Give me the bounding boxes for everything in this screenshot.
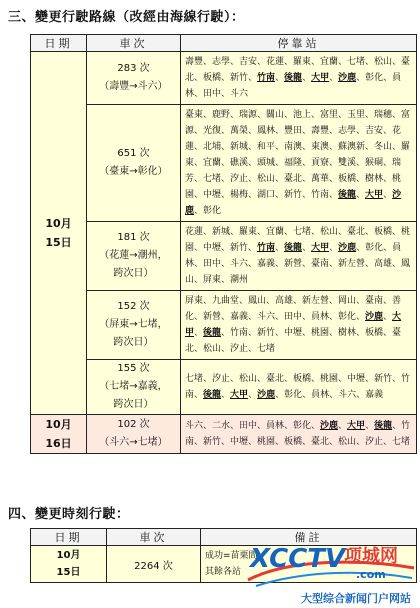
watermark-tagline: 大型综合新闻门户网站 [298, 590, 414, 606]
stops-text: 、彰化、員林、田中、斗六、嘉義、新營、臺南、新左營、高雄、鳳山、屏東、潮州 [185, 243, 411, 285]
train-cell [87, 52, 181, 105]
route-row [31, 52, 417, 105]
train-note: 跨次日） [113, 399, 154, 410]
highlighted-stop: 大甲 [311, 243, 330, 253]
stops-text: 七堵、汐止、松山、臺北、板橋、桃園、中壢、新竹、竹南、 [185, 374, 411, 400]
section-4-title: 四、變更時刻行駛： [8, 507, 130, 522]
train-cell [87, 105, 181, 222]
highlighted-stop: 沙鹿 [365, 312, 384, 322]
highlighted-stop: 後龍 [203, 328, 222, 338]
highlighted-stop: 沙鹿 [338, 243, 357, 253]
stops-text: 斗六、二水、田中、員林、彰化、 [185, 421, 321, 431]
highlighted-stop: 竹南 [257, 243, 276, 253]
highlighted-stop: 後龍 [338, 190, 357, 200]
date-day: 16日 [45, 437, 72, 450]
stops-text: 屏東、九曲堂、鳳山、高雄、新左營、岡山、臺南、善化、新營、嘉義、斗六、田中、員林、彰化、 [185, 296, 402, 322]
stops-text: 、彰化、員林、田中、斗六 [185, 73, 402, 99]
date-day: 15日 [45, 236, 72, 249]
train-cell [87, 291, 181, 360]
stops-text: 、 [365, 421, 375, 431]
train-train-no: 152 次 [117, 301, 150, 312]
route-table-body [31, 52, 417, 454]
stops-text: 、 [194, 328, 204, 338]
stops-cell [181, 105, 417, 222]
highlighted-stop: 沙鹿 [338, 73, 357, 83]
stops-text: 、 [275, 73, 285, 83]
t2-note-line-2: 其餘各站 [205, 567, 242, 577]
highlighted-stop: 沙鹿 [320, 421, 339, 431]
highlighted-stop: 大甲 [311, 73, 330, 83]
route-row [31, 105, 417, 222]
t2-header-date: 日期 [31, 529, 107, 546]
t2-train: 2264 次 [107, 546, 201, 583]
train-train-no: 181 次 [117, 232, 150, 243]
stops-text: 、 [383, 190, 393, 200]
t2-note-line-1: 成功=苗栗間 [205, 551, 258, 561]
header-stops: 停靠站 [181, 35, 417, 52]
train-route: （屏東→七堵， [99, 319, 168, 330]
t2-header-note: 備註 [201, 529, 417, 546]
stops-cell [181, 415, 417, 454]
t2-date-cell [31, 546, 107, 583]
train-cell [87, 415, 181, 454]
header-train: 車次 [87, 35, 181, 52]
train-train-no: 102 次 [117, 419, 150, 430]
stops-cell [181, 52, 417, 105]
train-train-no: 651 次 [117, 148, 150, 159]
stops-text: 、 [302, 73, 312, 83]
highlighted-stop: 後龍 [374, 421, 393, 431]
watermark-site: 项城网 [344, 546, 398, 567]
date-cell [31, 415, 87, 454]
stops-text: 、 [356, 190, 366, 200]
stops-text: 、 [275, 243, 285, 253]
train-note: 跨次日） [113, 337, 154, 348]
train-route: （花蓮→潮州， [99, 250, 168, 261]
stops-text: 、 [302, 243, 312, 253]
train-note: 跨次日） [113, 268, 154, 279]
t2-date-day: 15日 [56, 567, 81, 578]
train-route: （七堵→嘉義， [99, 381, 168, 392]
train-cell [87, 360, 181, 415]
highlighted-stop: 後龍 [284, 243, 303, 253]
watermark-logo: XCCTV [250, 544, 346, 574]
stops-cell [181, 291, 417, 360]
highlighted-stop: 後龍 [284, 73, 303, 83]
stops-text: 、 [329, 243, 339, 253]
stops-text: 、 [383, 312, 393, 322]
train-train-no: 283 次 [117, 63, 150, 74]
stops-text: 、竹南、新竹、中壢、桃園、板橋、臺北、松山、汐止、七堵 [185, 421, 411, 447]
route-row [31, 291, 417, 360]
stops-cell [181, 360, 417, 415]
train-route: （壽豐→斗六） [99, 81, 168, 92]
stops-cell [181, 222, 417, 291]
date-month: 10月 [45, 217, 72, 230]
stops-text: 、 [338, 421, 348, 431]
highlighted-stop: 沙鹿 [257, 390, 276, 400]
route-change-table [30, 34, 417, 454]
stops-text: 、彰化、員林、斗六、嘉義 [275, 390, 384, 400]
stops-text: 花蓮、新城、羅東、宜蘭、七堵、松山、臺北、板橋、桃園、中壢、新竹、 [185, 227, 411, 253]
route-row [31, 360, 417, 415]
highlighted-stop: 大甲 [230, 390, 249, 400]
train-route: （臺東→彰化） [99, 166, 168, 177]
route-row [31, 222, 417, 291]
stops-text: 臺東、鹿野、瑞源、關山、池上、富里、玉里、瑞穗、富源、光復、萬榮、鳳林、豐田、壽豐、志學、吉安、花蓮、北埔、新城、和平、南澳、東澳、蘇澳新、冬山、羅東、宜蘭、礁溪、頭城、福隆、貢寮、雙溪、猴硐、瑞芳、七堵、汐止、松山、臺北、萬華、板橋、樹林、桃園、中壢、楊梅、湖口、新竹、竹南、 [185, 110, 411, 200]
stops-text: 、 [329, 73, 339, 83]
watermark-logo-suffix: .com [356, 568, 386, 581]
train-route: （斗六→七堵） [99, 437, 168, 448]
highlighted-stop: 竹南 [257, 73, 276, 83]
stops-text: 、 [248, 390, 258, 400]
watermark [246, 540, 416, 590]
highlighted-stop: 沙鹿 [185, 190, 402, 216]
t2-date-month: 10月 [56, 550, 81, 561]
train-cell [87, 222, 181, 291]
highlighted-stop: 大甲 [185, 312, 402, 338]
highlighted-stop: 大甲 [365, 190, 384, 200]
section-3-title: 三、變更行駛路線（改經由海線行駛）： [8, 10, 245, 25]
stops-text: 壽豐、志學、吉安、花蓮、羅東、宜蘭、七堵、松山、臺北、板橋、新竹、 [185, 57, 411, 83]
t2-header-train: 車次 [107, 529, 201, 546]
highlighted-stop: 後龍 [203, 390, 222, 400]
highlighted-stop: 大甲 [347, 421, 366, 431]
date-month: 10月 [45, 418, 72, 431]
route-row [31, 415, 417, 454]
stops-text: 、彰化 [194, 206, 222, 216]
train-train-no: 155 次 [117, 363, 150, 374]
stops-text: 、 [221, 390, 231, 400]
header-date: 日期 [31, 35, 87, 52]
stops-text: 、竹南、新竹、中壢、桃園、樹林、板橋、臺北、松山、汐止、七堵 [185, 328, 402, 354]
date-cell [31, 52, 87, 415]
